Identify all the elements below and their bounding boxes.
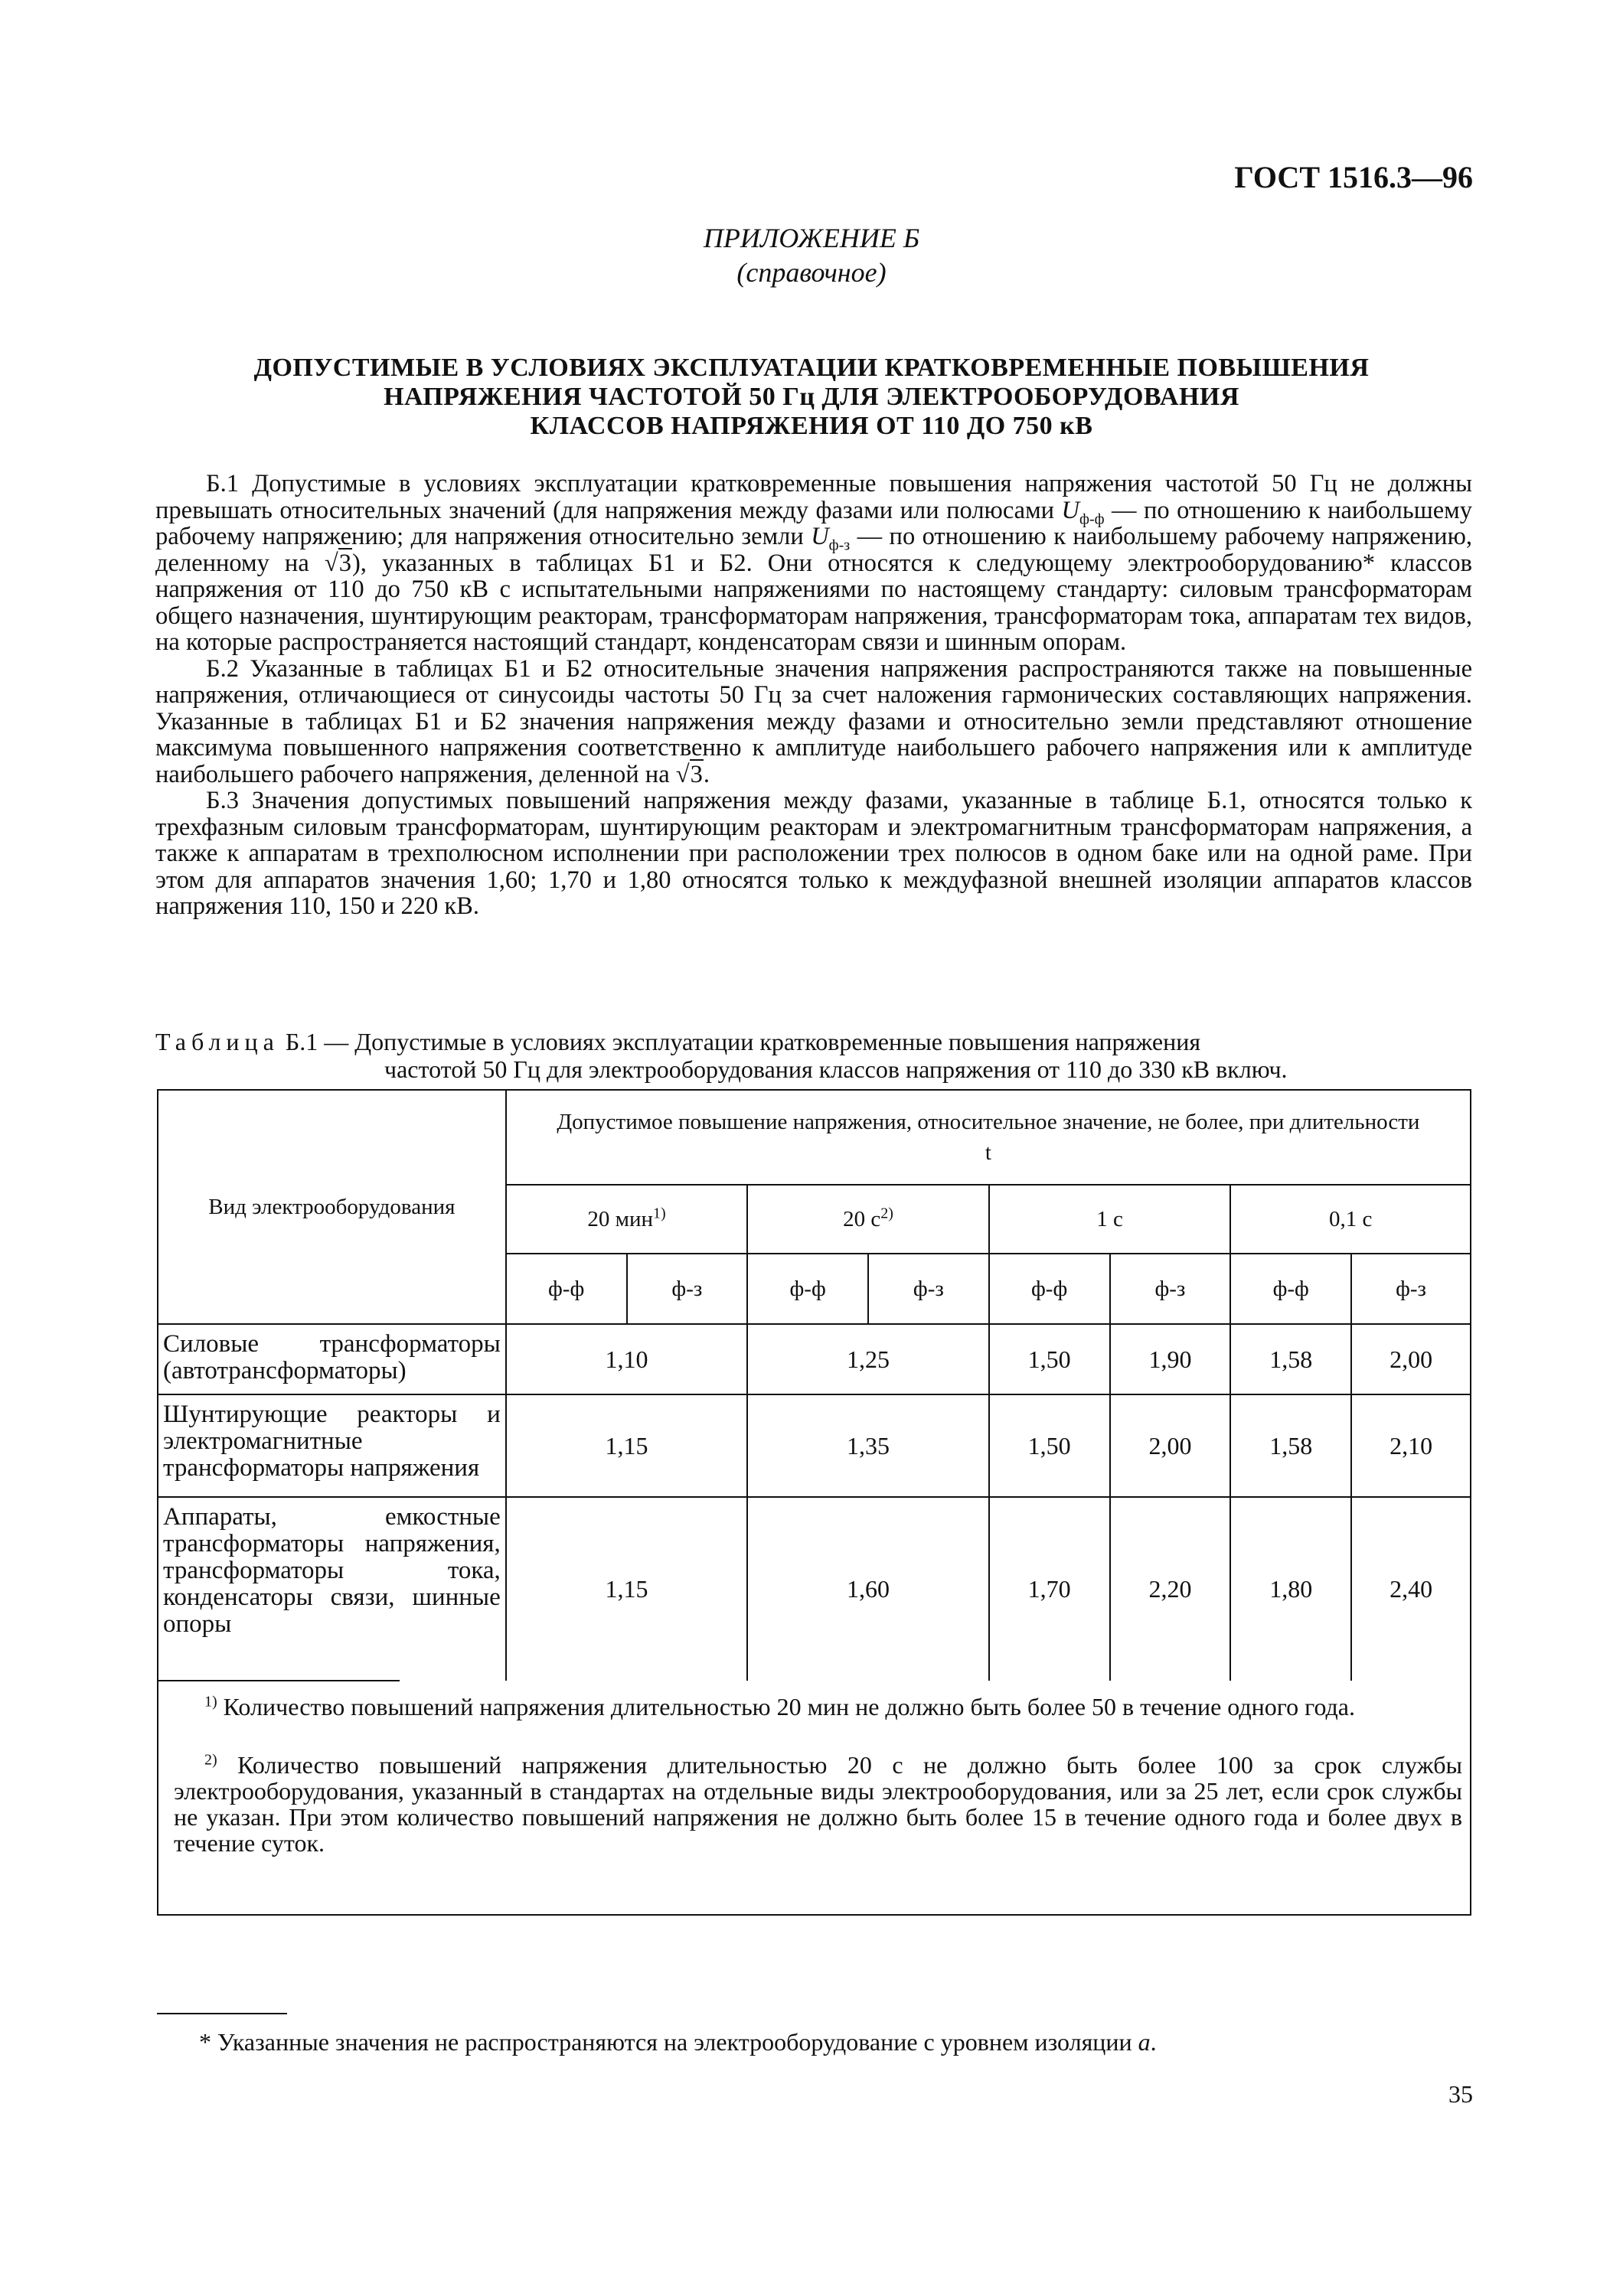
duration-1s: 1 с <box>989 1185 1231 1254</box>
value-01s-ff: 1,80 <box>1230 1497 1351 1681</box>
paragraph-b2: Б.2 Указанные в таблицах Б1 и Б2 относительные значения напряжения распространяются также на повышенные напряжения, отличающиеся от синусоиды частоты 50 Гц за счет наложения гармонических составляющих напряжения. Указанные в таблицах Б1 и Б2 значения напряжения между фазами и относительно земли представляют отношение максимума повышенного напряжения соответственно к амплитуде наибольшего рабочего напряжения или к амплитуде наибольшего рабочего напряжения, деленной на √3. <box>155 654 1472 788</box>
table-note-1: $^{1)}$ Количество повышений напряжения длительностью 20 мин не должно быть более 50 в течение одного года. <box>204 1693 1355 1720</box>
body-text <box>155 471 1472 920</box>
standard-number: ГОСТ 1516.3—96 <box>1234 160 1473 194</box>
footnote: * Указанные значения не распространяются на электрооборудование с уровнем изоляции а. <box>199 2028 1157 2056</box>
sub-ff: ф-ф <box>506 1254 627 1324</box>
duration-20s: 20 $с^{2)}$ <box>747 1185 989 1254</box>
value-1s-fz: 2,20 <box>1110 1497 1231 1681</box>
appendix-title: ПРИЛОЖЕНИЕ Б <box>703 223 920 253</box>
footnote-divider <box>157 2013 287 2014</box>
paragraph-b3: Б.3 Значения допустимых повышений напряжения между фазами, указанные в таблице Б.1, относятся только к трехфазным силовым трансформаторам, шунтирующим реакторам и электромагнитным трансформаторам напряжения, а также к аппаратам в трехполюсном исполнении при расположении трех полюсов в одном баке или на одной раме. При этом для аппаратов значения 1,60; 1,70 и 1,80 относятся только к междуфазной внешней изоляции аппаратов классов напряжения 110, 150 и 220 кВ. <box>155 787 1472 920</box>
heading-line-3: КЛАССОВ НАПРЯЖЕНИЯ ОТ 110 ДО 750 кВ <box>530 412 1093 440</box>
value-1s-ff: 1,50 <box>989 1324 1110 1394</box>
row-label: Шунтирующие реакторы и электромагнитные трансформаторы напряжения <box>158 1394 506 1497</box>
sub-fz: ф-з <box>627 1254 748 1324</box>
value-1s-fz: 2,00 <box>1110 1394 1231 1497</box>
sub-ff: ф-ф <box>989 1254 1110 1324</box>
value-01s-fz: 2,40 <box>1351 1497 1471 1681</box>
value-20s: 1,25 <box>747 1324 989 1394</box>
table-row <box>158 1497 1471 1681</box>
value-1s-fz: 1,90 <box>1110 1324 1231 1394</box>
heading-line-1: ДОПУСТИМЫЕ В УСЛОВИЯХ ЭКСПЛУАТАЦИИ КРАТКОВРЕМЕННЫЕ ПОВЫШЕНИЯ <box>253 354 1370 382</box>
row-label: Аппараты, емкостные трансформаторы напряжения, трансформаторы тока, конденсаторы связи, шинные опоры <box>158 1497 506 1681</box>
table-caption: Таблица Б.1 — Допустимые в условиях эксплуатации кратковременные повышения напряжения <box>155 1028 1201 1055</box>
value-1s-ff: 1,50 <box>989 1394 1110 1497</box>
sub-fz: ф-з <box>1110 1254 1231 1324</box>
value-01s-ff: 1,58 <box>1230 1324 1351 1394</box>
value-20min: 1,15 <box>506 1497 748 1681</box>
duration-01s: 0,1 с <box>1230 1185 1471 1254</box>
sub-ff: ф-ф <box>747 1254 868 1324</box>
voltage-table <box>157 1089 1471 1681</box>
table-caption-line-2: частотой 50 Гц для электрооборудования классов напряжения от 110 до 330 кВ включ. <box>384 1055 1288 1083</box>
table-row <box>158 1324 1471 1394</box>
value-20min: 1,10 <box>506 1324 748 1394</box>
table-notes <box>157 1680 1471 1916</box>
table-row <box>158 1394 1471 1497</box>
value-01s-ff: 1,58 <box>1230 1394 1351 1497</box>
col-equipment-header: Вид электрооборудования <box>158 1090 506 1324</box>
sub-ff: ф-ф <box>1230 1254 1351 1324</box>
value-1s-ff: 1,70 <box>989 1497 1110 1681</box>
appendix-note: (справочное) <box>736 257 887 288</box>
value-01s-fz: 2,10 <box>1351 1394 1471 1497</box>
row-label: Силовые трансформаторы (автотрансформаторы) <box>158 1324 506 1394</box>
value-01s-fz: 2,00 <box>1351 1324 1471 1394</box>
sub-fz: ф-з <box>1351 1254 1471 1324</box>
page-number: 35 <box>1448 2080 1473 2108</box>
notes-divider <box>158 1680 400 1681</box>
duration-20min: 20 мин$^{1)}$ <box>506 1185 748 1254</box>
heading-line-2: НАПРЯЖЕНИЯ ЧАСТОТОЙ 50 Гц ДЛЯ ЭЛЕКТРООБОРУДОВАНИЯ <box>384 383 1239 411</box>
paragraph-b1: Б.1 Допустимые в условиях эксплуатации кратковременные повышения напряжения частотой 50 Гц не должны превышать относительных значений (для напряжения между фазами или полюсами $U_{ф-ф}$ — по отношению к наибольшему рабочему напряжению; для напряжения относительно земли $U_{ф-з}$ — по отношению к наибольшему рабочему напряжению, деленному на √3), указанных в таблицах Б1 и Б2. Они относятся к следующему электрооборудованию* классов напряжения от 110 до 750 кВ с испытательными напряжениями по настоящему стандарту: силовым трансформаторам общего назначения, шунтирующим реакторам, трансформаторам напряжения, трансформаторам тока, аппаратам тех видов, на которые распространяется настоящий стандарт, конденсаторам связи и шинным опорам. <box>155 470 1472 656</box>
value-20s: 1,60 <box>747 1497 989 1681</box>
value-20s: 1,35 <box>747 1394 989 1497</box>
col-group-header: Допустимое повышение напряжения, относительное значение, не более, при длительности t <box>506 1090 1471 1185</box>
table-note-2: $^{2)}$ Количество повышений напряжения длительностью 20 с не должно быть более 100 за срок службы электрооборудования, указанный в стандартах на отдельные виды электрооборудования, или за 25 лет, если срок службы не указан. При этом количество повышений напряжения не должно быть более 15 в течение одного года и более двух в течение суток. <box>174 1751 1463 1857</box>
sub-fz: ф-з <box>868 1254 989 1324</box>
value-20min: 1,15 <box>506 1394 748 1497</box>
